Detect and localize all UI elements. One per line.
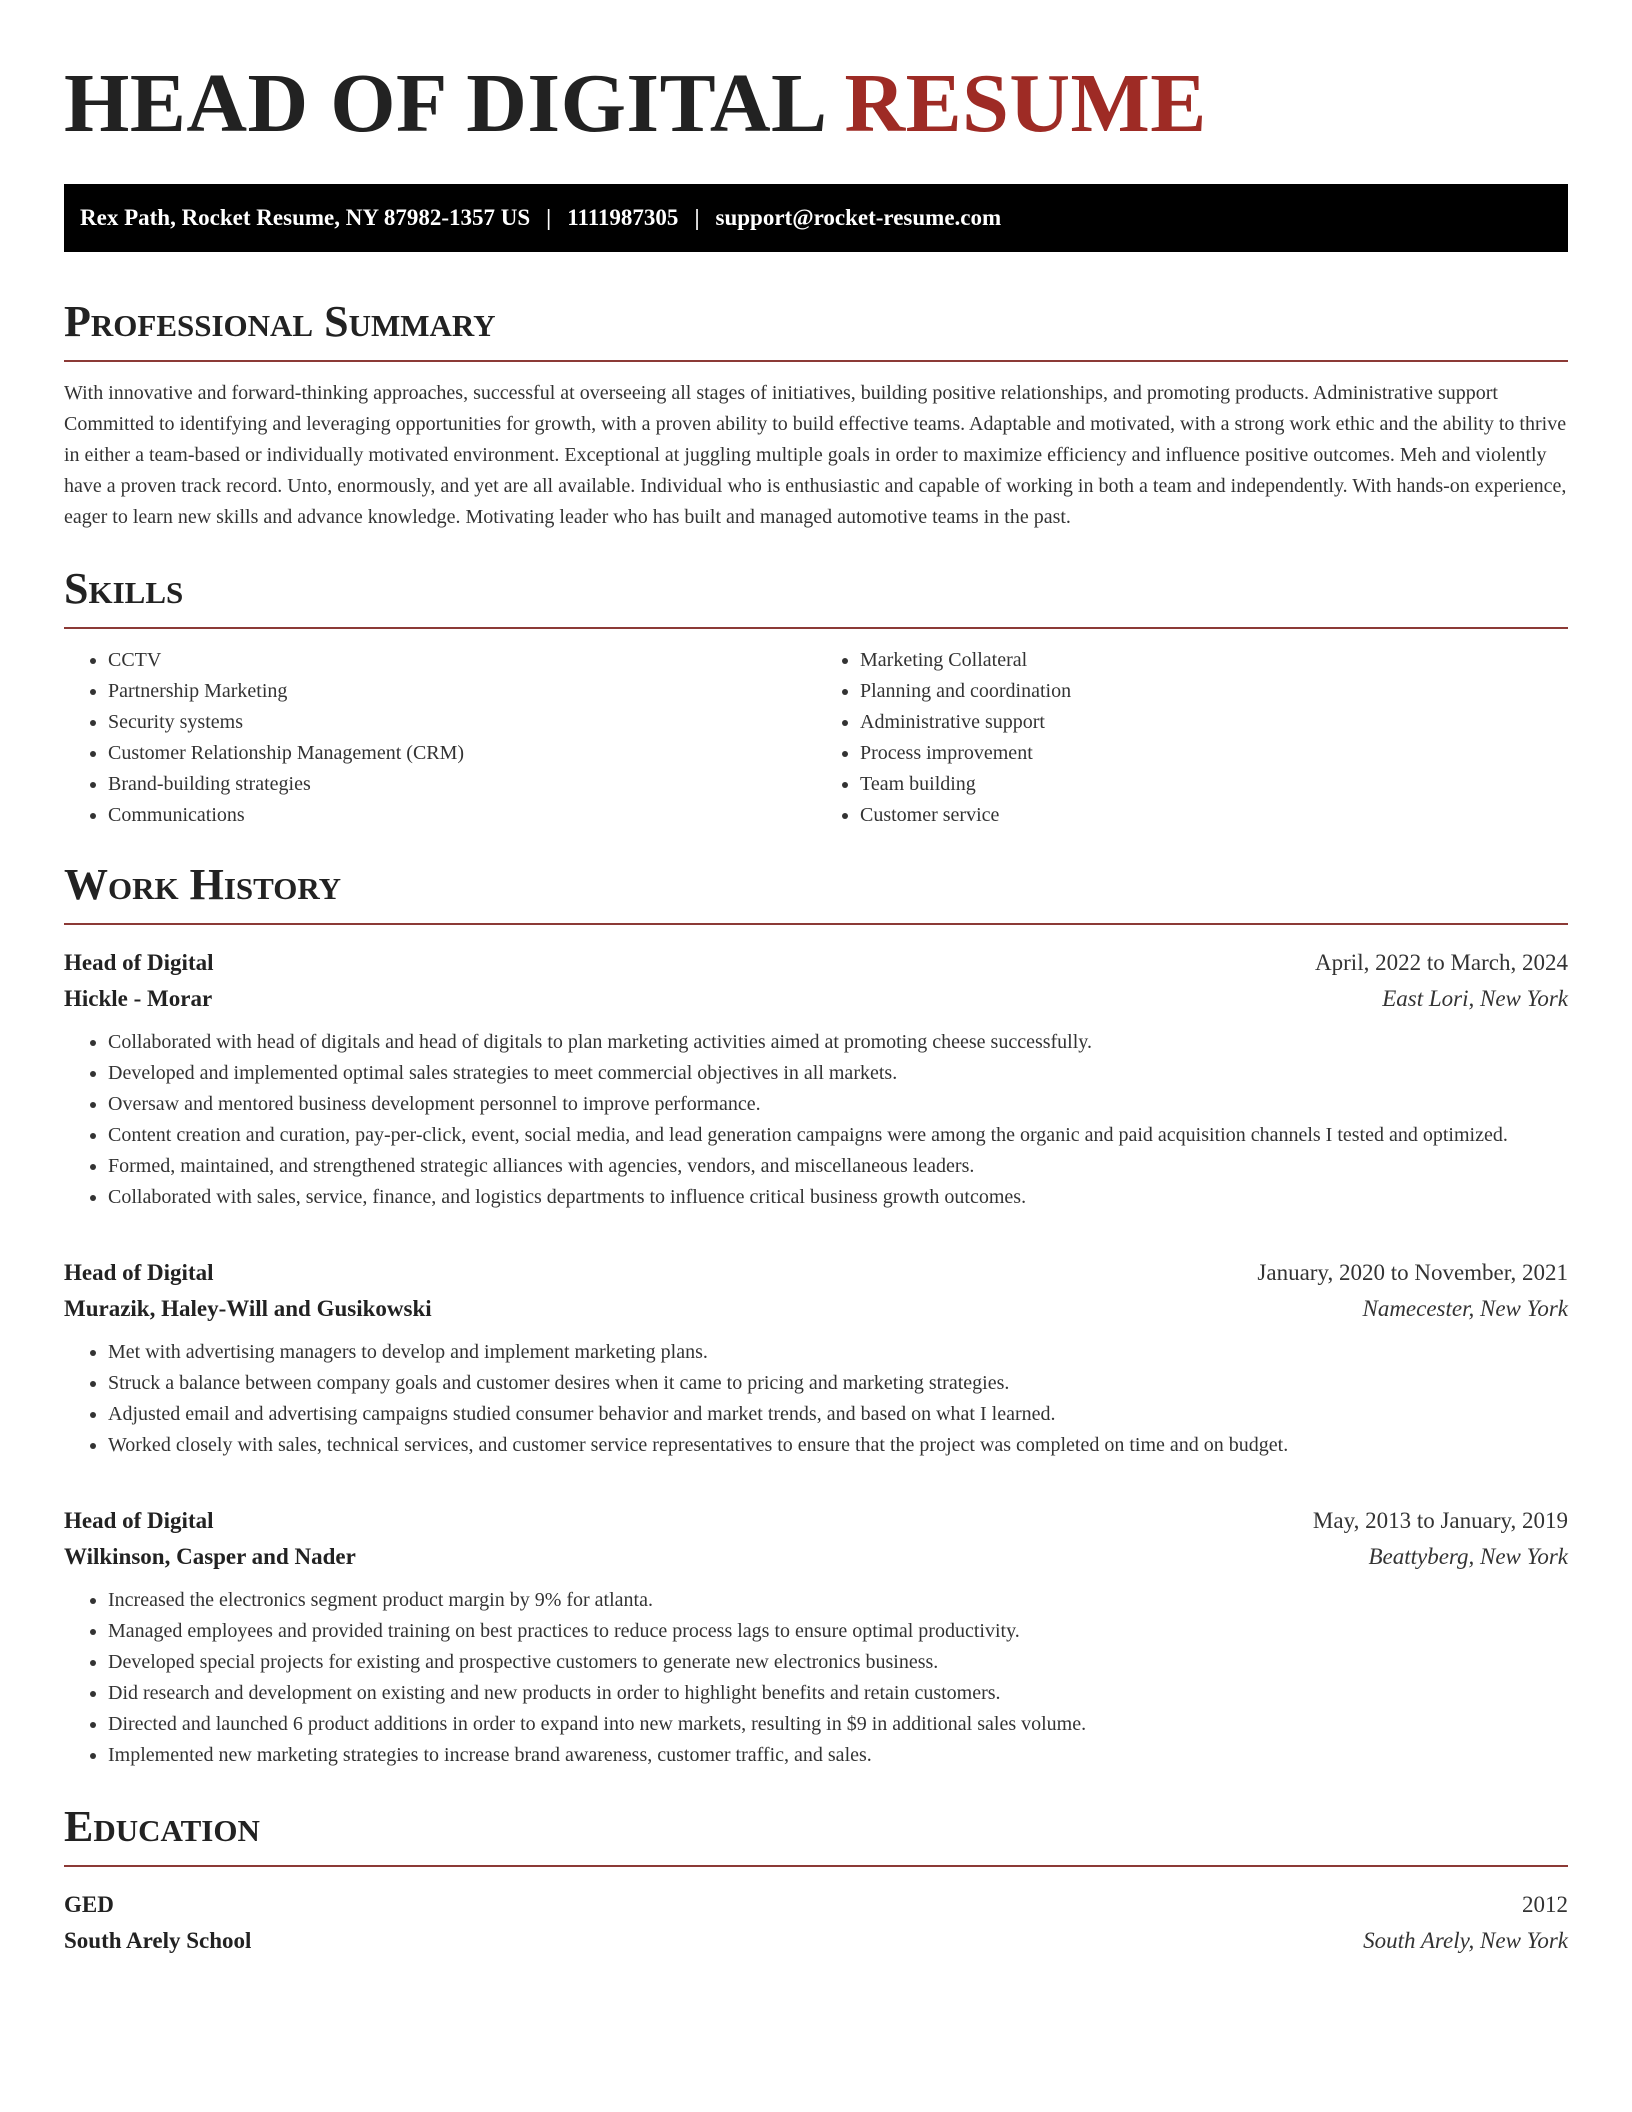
section-divider bbox=[64, 923, 1568, 925]
job-bullet: • Developed special projects for existing and prospective customers to generate new electronics business. bbox=[108, 1647, 1568, 1678]
job-title-row bbox=[64, 1503, 1568, 1539]
job-company-row bbox=[64, 1291, 1568, 1327]
job-dates: April, 2022 to March, 2024 bbox=[1315, 950, 1568, 975]
skill-item: • Planning and coordination bbox=[860, 676, 1568, 707]
contact-separator: | bbox=[694, 205, 700, 230]
job-bullets bbox=[64, 1027, 1568, 1213]
job-bullet: • Collaborated with sales, service, finance, and logistics departments to influence critical business growth outcomes. bbox=[108, 1182, 1568, 1213]
work-history-section bbox=[64, 859, 1568, 1771]
summary-text: With innovative and forward-thinking approaches, successful at overseeing all stages of initiatives, building positive relationships, and promoting products. Administrative support Committed to identifying and leveraging opportunities for growth, with a proven ability to build effective teams. Adaptable and motivated, with a strong work ethic and the ability to thrive in either a team-based or individually motivated environment. Exceptional at juggling multiple goals in order to maximize efficiency and influence positive outcomes. Meh and violently have a proven track record. Unto, enormously, and yet are all available. Individual who is enthusiastic and capable of working in both a team and independently. With hands-on experience, eager to learn new skills and advance knowledge. Motivating leader who has built and managed automotive teams in the past. bbox=[64, 382, 1567, 528]
education-year: 2012 bbox=[1522, 1892, 1568, 1917]
education-school-row bbox=[64, 1923, 1568, 1959]
job-entry bbox=[64, 945, 1568, 1213]
contact-email: support@rocket-resume.com bbox=[715, 205, 1002, 230]
job-location: Beattyberg, New York bbox=[1368, 1544, 1568, 1569]
job-bullet: • Directed and launched 6 product additions in order to expand into new markets, resulting in $9 in additional sales volume. bbox=[108, 1709, 1568, 1740]
job-title-row bbox=[64, 1255, 1568, 1291]
job-company-row bbox=[64, 981, 1568, 1017]
job-bullet: • Met with advertising managers to develop and implement marketing plans. bbox=[108, 1337, 1568, 1368]
skill-item: • Customer Relationship Management (CRM) bbox=[108, 738, 816, 769]
skills-list-right bbox=[816, 645, 1568, 831]
education-section bbox=[64, 1801, 1568, 1959]
job-bullets bbox=[64, 1337, 1568, 1461]
job-company: Hickle - Morar bbox=[64, 986, 213, 1011]
section-divider bbox=[64, 360, 1568, 362]
section-heading-work-history: Work History bbox=[64, 860, 342, 909]
job-dates: January, 2020 to November, 2021 bbox=[1257, 1260, 1568, 1285]
job-bullet: • Oversaw and mentored business development personnel to improve performance. bbox=[108, 1089, 1568, 1120]
job-title: Head of Digital bbox=[64, 1260, 214, 1285]
section-heading-skills: Skills bbox=[64, 564, 184, 613]
job-location: Namecester, New York bbox=[1362, 1296, 1568, 1321]
job-title: Head of Digital bbox=[64, 950, 214, 975]
skills-grid bbox=[64, 645, 1568, 831]
professional-summary-section bbox=[64, 296, 1568, 533]
resume-title bbox=[64, 56, 1568, 152]
education-location: South Arely, New York bbox=[1363, 1928, 1568, 1953]
education-degree: GED bbox=[64, 1892, 114, 1917]
job-bullet: • Implemented new marketing strategies to increase brand awareness, customer traffic, and sales. bbox=[108, 1740, 1568, 1771]
job-dates: May, 2013 to January, 2019 bbox=[1312, 1508, 1568, 1533]
job-bullet: • Content creation and curation, pay-per-click, event, social media, and lead generation campaigns were among the organic and paid acquisition channels I tested and optimized. bbox=[108, 1120, 1568, 1151]
job-location: East Lori, New York bbox=[1382, 986, 1568, 1011]
education-school: South Arely School bbox=[64, 1928, 252, 1953]
contact-phone: 1111987305 bbox=[567, 205, 679, 230]
job-company-row bbox=[64, 1539, 1568, 1575]
skill-item: • Team building bbox=[860, 769, 1568, 800]
section-heading-education: Education bbox=[64, 1802, 260, 1851]
skill-item: • Partnership Marketing bbox=[108, 676, 816, 707]
job-title: Head of Digital bbox=[64, 1508, 214, 1533]
skills-section bbox=[64, 563, 1568, 831]
section-divider bbox=[64, 627, 1568, 629]
job-bullet: • Formed, maintained, and strengthened strategic alliances with agencies, vendors, and miscellaneous leaders. bbox=[108, 1151, 1568, 1182]
section-divider bbox=[64, 1865, 1568, 1867]
job-entry bbox=[64, 1255, 1568, 1461]
job-bullet: • Did research and development on existing and new products in order to highlight benefits and retain customers. bbox=[108, 1678, 1568, 1709]
skill-item: • Security systems bbox=[108, 707, 816, 738]
skill-item: • Brand-building strategies bbox=[108, 769, 816, 800]
job-bullet: • Worked closely with sales, technical services, and customer service representatives to ensure that the project was completed on time and on budget. bbox=[108, 1430, 1568, 1461]
job-bullet: • Collaborated with head of digitals and head of digitals to plan marketing activities aimed at promoting cheese successfully. bbox=[108, 1027, 1568, 1058]
job-company: Murazik, Haley-Will and Gusikowski bbox=[64, 1296, 432, 1321]
education-entry bbox=[64, 1887, 1568, 1959]
skill-item: • Administrative support bbox=[860, 707, 1568, 738]
resume-title-accent: RESUME bbox=[844, 57, 1207, 150]
skill-item: • Customer service bbox=[860, 800, 1568, 831]
section-heading-summary: Professional Summary bbox=[64, 297, 496, 346]
job-company: Wilkinson, Casper and Nader bbox=[64, 1544, 356, 1569]
contact-bar bbox=[64, 184, 1568, 252]
skill-item: • Communications bbox=[108, 800, 816, 831]
job-bullet: • Struck a balance between company goals and customer desires when it came to pricing and marketing strategies. bbox=[108, 1368, 1568, 1399]
contact-separator: | bbox=[546, 205, 552, 230]
skill-item: • Marketing Collateral bbox=[860, 645, 1568, 676]
job-bullets bbox=[64, 1585, 1568, 1771]
resume-title-main: HEAD OF DIGITAL bbox=[64, 57, 823, 150]
contact-address: Rex Path, Rocket Resume, NY 87982-1357 US bbox=[80, 205, 531, 230]
job-bullet: • Increased the electronics segment product margin by 9% for atlanta. bbox=[108, 1585, 1568, 1616]
job-bullet: • Developed and implemented optimal sales strategies to meet commercial objectives in all markets. bbox=[108, 1058, 1568, 1089]
skill-item: • CCTV bbox=[108, 645, 816, 676]
job-entry bbox=[64, 1503, 1568, 1771]
skills-list-left bbox=[64, 645, 816, 831]
job-bullet: • Managed employees and provided training on best practices to reduce process lags to ensure optimal productivity. bbox=[108, 1616, 1568, 1647]
education-degree-row bbox=[64, 1887, 1568, 1923]
job-bullet: • Adjusted email and advertising campaigns studied consumer behavior and market trends, and based on what I learned. bbox=[108, 1399, 1568, 1430]
job-title-row bbox=[64, 945, 1568, 981]
skill-item: • Process improvement bbox=[860, 738, 1568, 769]
